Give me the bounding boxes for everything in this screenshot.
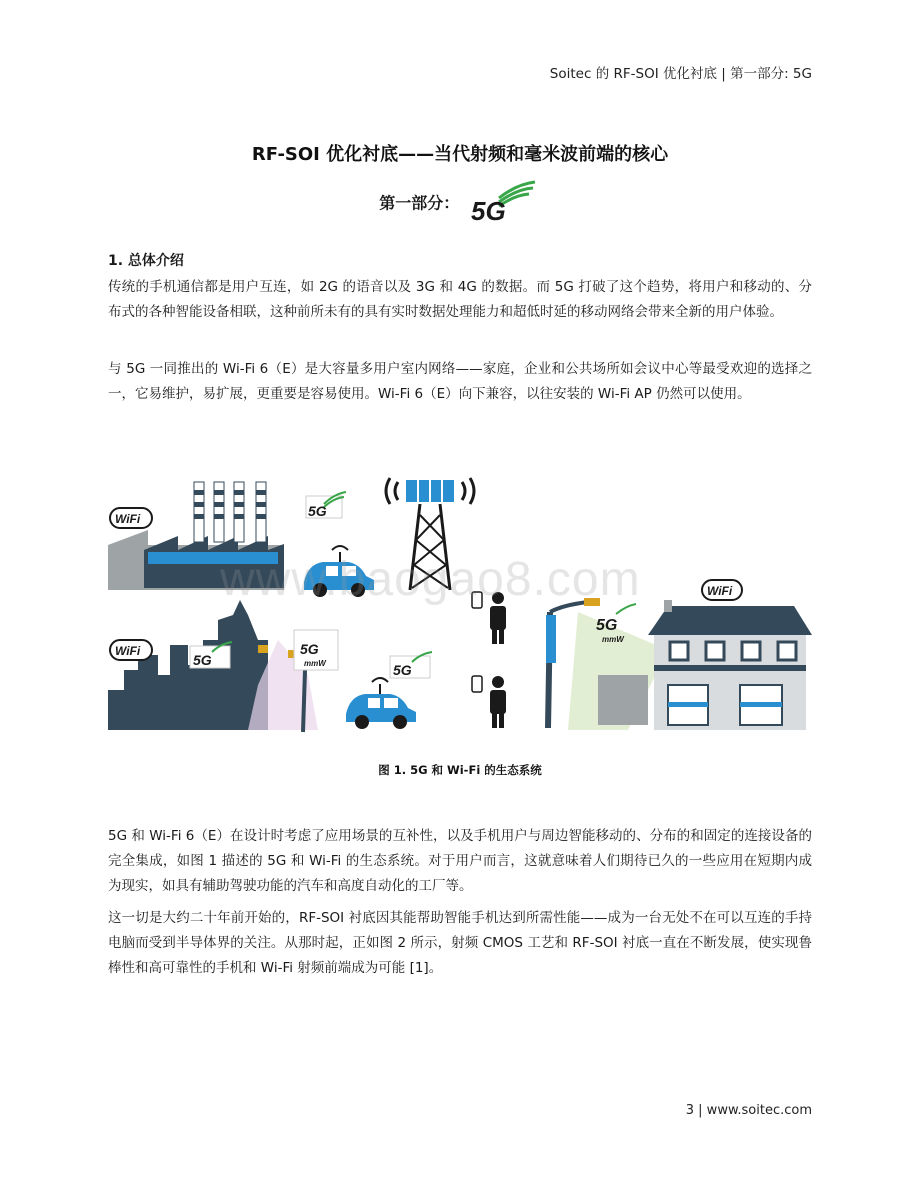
svg-text:WiFi: WiFi (115, 512, 141, 526)
5g-mmw-badge-icon (294, 630, 338, 670)
svg-text:5G: 5G (393, 662, 412, 678)
svg-text:mmW: mmW (304, 659, 326, 668)
document-title: RF-SOI 优化衬底——当代射频和毫米波前端的核心 (251, 144, 669, 165)
svg-text:5G: 5G (193, 652, 212, 668)
paragraph-4: 这一切是大约二十年前开始的，RF-SOI 衬底因其能帮助智能手机达到所需性能——成为一台无处不在可以互连的手持电脑而受到半导体界的关注。从那时起，正如图 2 所示，射频 CMOS 工艺和 RF-SOI 衬底一直在不断发展，使实现鲁棒性和高可靠性的手机和 Wi-Fi 射频前端成为可能 [1]。 (108, 910, 812, 976)
svg-text:WiFi: WiFi (707, 584, 733, 598)
svg-text:5G: 5G (596, 617, 618, 634)
section-heading: 1. 总体介绍 (108, 253, 184, 269)
5g-badge-icon-2 (190, 642, 232, 668)
part-label: 第一部分： (379, 193, 460, 213)
paragraph-3: 5G 和 Wi-Fi 6（E）在设计时考虑了应用场景的互补性，以及手机用户与周边智能移动的、分布的和固定的连接设备的完全集成，如图 1 描述的 5G 和 Wi-Fi 的生态系统。对于用户而言，这就意味着人们期待已久的一些应用在短期内成为现实，如具有辅助驾驶功能的汽车和高度自动化的工厂等。 (108, 828, 812, 894)
figure-caption: 图 1. 5G 和 Wi-Fi 的生态系统 (378, 763, 542, 777)
wifi-badge-icon-2 (110, 640, 152, 660)
svg-text:5G: 5G (300, 641, 319, 657)
5g-logo-icon (469, 180, 541, 224)
page-header: Soitec 的 RF-SOI 优化衬底 | 第一部分: 5G (549, 66, 812, 82)
5g-logo-text: 5G (470, 196, 506, 224)
part-subtitle (0, 180, 920, 224)
paragraph-1: 传统的手机通信都是用户互连，如 2G 的语音以及 3G 和 4G 的数据。而 5G 打破了这个趋势，将用户和移动的、分布式的各种智能设备相联，这种前所未有的具有实时数据处理能力和超低时延的移动网络会带来全新的用户体验。 (108, 279, 812, 320)
car-icon-2 (346, 678, 416, 729)
svg-text:mmW: mmW (602, 635, 624, 644)
5g-badge-icon-3 (390, 652, 432, 678)
person-with-phone-icon-2 (472, 676, 506, 728)
svg-text:WiFi: WiFi (115, 644, 141, 658)
5g-badge-icon (306, 492, 346, 519)
watermark: www.baogao8.com (220, 553, 641, 606)
page-footer: 3 | www.soitec.com (685, 1103, 812, 1118)
wifi-badge-icon (110, 508, 152, 528)
svg-text:5G: 5G (308, 503, 327, 519)
paragraph-2: 与 5G 一同推出的 Wi-Fi 6（E）是大容量多用户室内网络——家庭，企业和公共场所如会议中心等最受欢迎的选择之一，它易维护，易扩展，更重要是容易使用。Wi-Fi 6（E）向下兼容，以往安装的 Wi-Fi AP 仍然可以使用。 (108, 361, 812, 402)
wifi-badge-icon-3 (702, 580, 742, 600)
